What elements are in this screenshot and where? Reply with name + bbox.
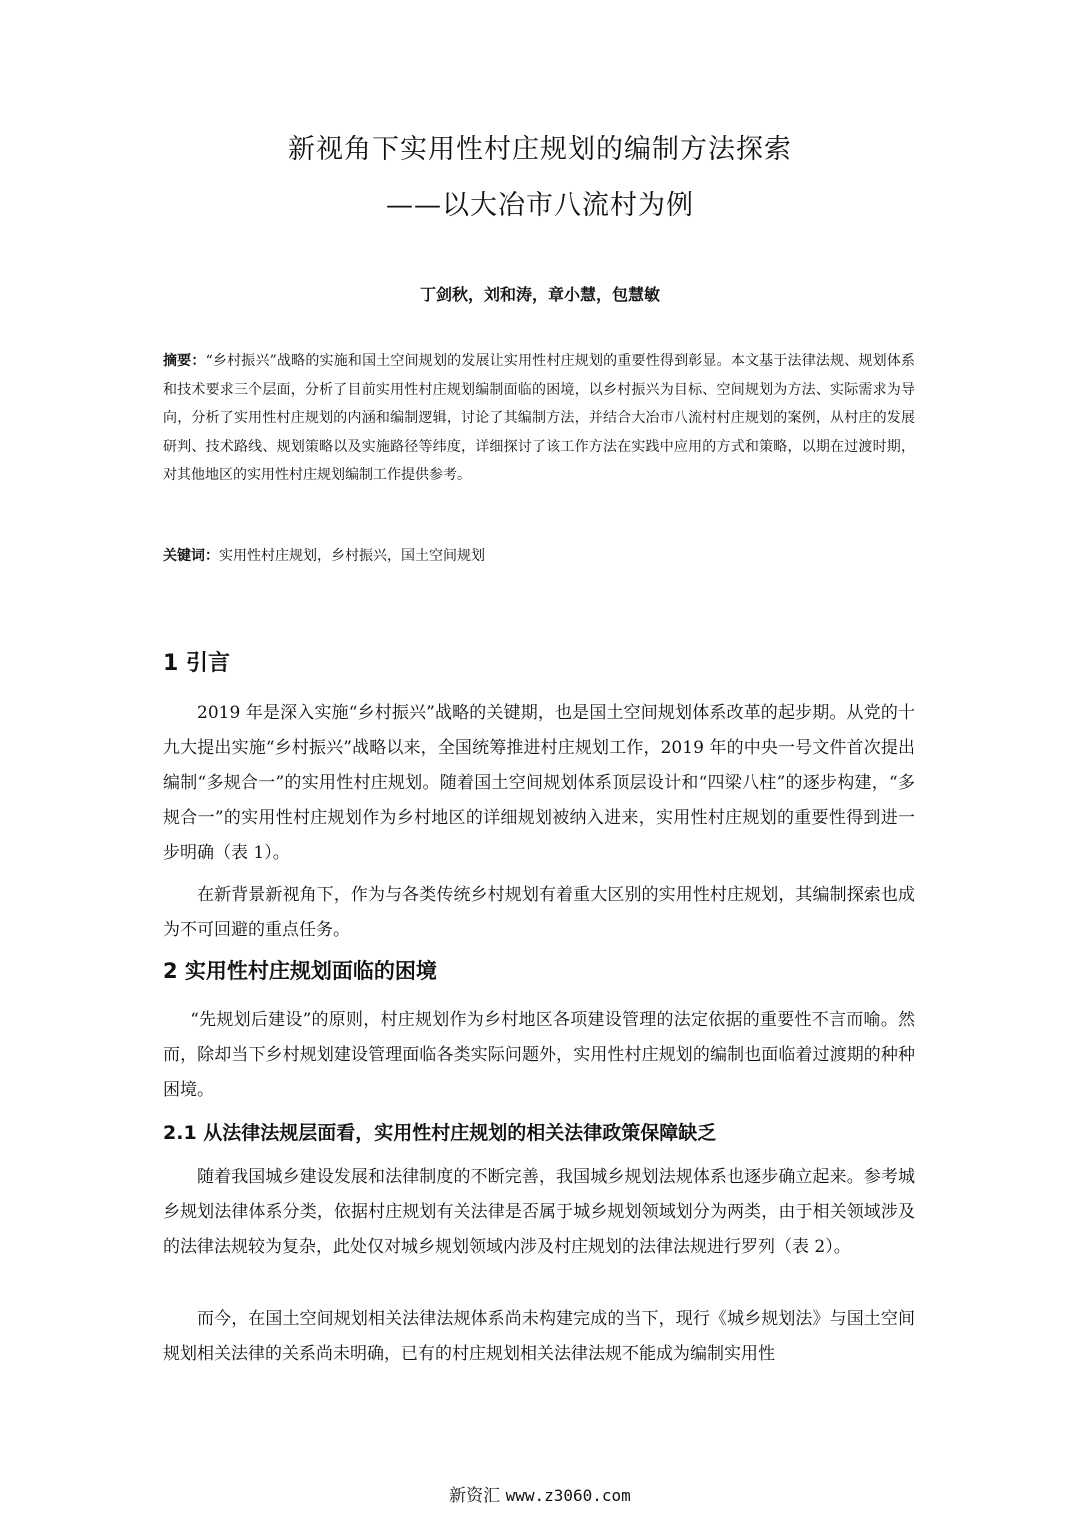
author-list: 丁剑秋，刘和涛，章小慧，包慧敏 <box>419 285 660 304</box>
section-1-paragraph-1: 2019 年是深入实施“乡村振兴”战略的关键期，也是国土空间规划体系改革的起步期。从党的十九大提出实施“乡村振兴”战略以来，全国统筹推进村庄规划工作，2019 年的中央一号文件首次提出编制“多规合一”的实用性村庄规划。随着国土空间规划体系顶层设计和“四梁八柱”的逐步构建，“多规合一”的实用性村庄规划作为乡村地区的详细规划被纳入进来，实用性村庄规划的重要性得到进一步明确（表 1）。 <box>163 703 915 863</box>
abstract-text: “乡村振兴”战略的实施和国土空间规划的发展让实用性村庄规划的重要性得到彰显。本文基于法律法规、规划体系和技术要求三个层面，分析了目前实用性村庄规划编制面临的困境，以乡村振兴为目标、空间规划为方法、实际需求为导向，分析了实用性村庄规划的内涵和编制逻辑，讨论了其编制方法，并结合大冶市八流村村庄规划的案例，从村庄的发展研判、技术路线、规划策略以及实施路径等纬度，详细探讨了该工作方法在实践中应用的方式和策略，以期在过渡时期，对其他地区的实用性村庄规划编制工作提供参考。 <box>163 353 916 483</box>
section-2-1-paragraph-2: 而今，在国土空间规划相关法律法规体系尚未构建完成的当下，现行《城乡规划法》与国土空间规划相关法律的关系尚未明确，已有的村庄规划相关法律法规不能成为编制实用性 <box>163 1309 915 1364</box>
abstract-label: 摘要： <box>163 353 206 369</box>
footer-site-name: 新资汇 <box>449 1486 501 1506</box>
section-heading-1: 1 引言 <box>163 651 230 676</box>
keywords <box>163 542 915 570</box>
section-1-paragraph-2: 在新背景新视角下，作为与各类传统乡村规划有着重大区别的实用性村庄规划，其编制探索也成为不可回避的重点任务。 <box>163 885 915 940</box>
keywords-text: 实用性村庄规划，乡村振兴，国土空间规划 <box>219 548 485 564</box>
keywords-label: 关键词： <box>163 548 219 564</box>
footer-url[interactable]: www.z3060.com <box>505 1486 631 1505</box>
section-2-paragraph-1: “先规划后建设”的原则，村庄规划作为乡村地区各项建设管理的法定依据的重要性不言而喻。然而，除却当下乡村规划建设管理面临各类实际问题外，实用性村庄规划的编制也面临着过渡期的种种困境。 <box>163 1010 915 1100</box>
page-footer <box>0 1484 1080 1508</box>
section-heading-2-1: 2.1 从法律法规层面看，实用性村庄规划的相关法律政策保障缺乏 <box>163 1122 717 1144</box>
paper-title: 新视角下实用性村庄规划的编制方法探索 <box>288 134 792 165</box>
section-2-1-paragraph-1: 随着我国城乡建设发展和法律制度的不断完善，我国城乡规划法规体系也逐步确立起来。参考城乡规划法律体系分类，依据村庄规划有关法律是否属于城乡规划领域划分为两类，由于相关领域涉及的法律法规较为复杂，此处仅对城乡规划领域内涉及村庄规划的法律法规进行罗列（表 2）。 <box>163 1167 915 1257</box>
section-heading-2: 2 实用性村庄规划面临的困境 <box>163 959 437 983</box>
paper-subtitle: ——以大冶市八流村为例 <box>386 190 694 221</box>
abstract <box>163 347 915 490</box>
